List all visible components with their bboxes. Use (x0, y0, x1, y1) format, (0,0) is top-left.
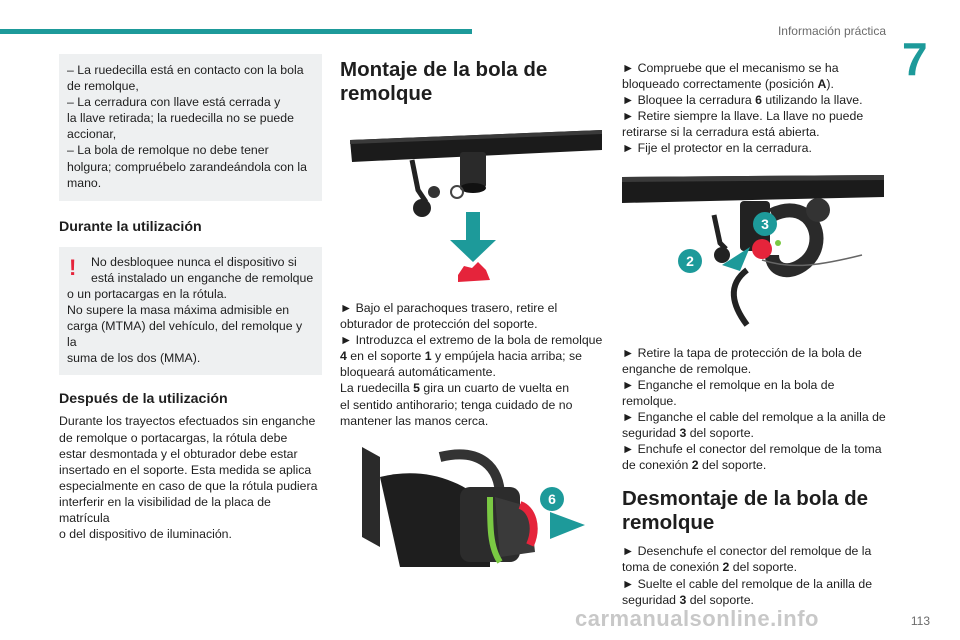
step-line: ► Enganche el remolque en la bola de (622, 377, 835, 392)
step-line: obturador de protección del soporte. (340, 317, 538, 332)
text-span: utilizando la llave. (762, 93, 863, 108)
step-line (622, 76, 887, 92)
title-line: Montaje de la bola de (340, 58, 548, 81)
step-line: bloqueará automáticamente. (340, 365, 496, 380)
step-line: el sentido antihorario; tenga cuidado de no (340, 397, 573, 412)
step-line: ► Retire siempre la llave. La llave no puede (622, 109, 864, 124)
step-line (622, 425, 887, 441)
warning-line: o un portacargas en la rótula. (67, 286, 227, 301)
watermark: carmanualsonline.info (575, 606, 819, 631)
step-line: mantener las manos cerca. (340, 413, 489, 428)
step-line: ► Compruebe que el mecanismo se ha (622, 61, 839, 75)
callout-2: 2 (686, 252, 694, 269)
box-line: accionar, (67, 127, 117, 142)
step-line: remolque. (622, 393, 677, 408)
removal-title (622, 487, 887, 535)
section-title: Información práctica (777, 24, 886, 38)
step-line: ► Fije el protector en la cerradura. (622, 141, 812, 156)
bracket-illustration (340, 120, 602, 290)
figure-hitch-connections (622, 175, 884, 337)
callout-number: 4 (340, 349, 347, 364)
step-line: ► Retire la tapa de protección de la bola de (622, 345, 862, 360)
step-line (622, 92, 887, 108)
box-line: – La cerradura con llave está cerrada y (67, 95, 281, 110)
callout-6: 6 (548, 490, 556, 507)
warning-line: suma de los dos (MMA). (67, 351, 201, 366)
callout-number: 3 (679, 592, 687, 607)
warning-box (59, 247, 322, 376)
text-span: ). (826, 77, 834, 92)
column-3 (622, 54, 887, 608)
step-line (622, 457, 887, 473)
callout-3: 3 (761, 215, 769, 232)
figure-lock-wheel (340, 437, 602, 572)
step-line: ► Suelte el cable del remolque de la anilla de (622, 576, 873, 591)
text-line: interferir en la visibilidad de la placa de matrícula (59, 494, 271, 525)
title-line: remolque (622, 511, 715, 535)
text-line: estar desmontada y el obturador debe estar (59, 446, 298, 461)
warning-icon: ! (69, 254, 77, 280)
callout-number: 1 (424, 349, 432, 364)
conditions-box (59, 54, 322, 201)
text-line: de remolque o portacargas, la rótula debe (59, 430, 288, 445)
text-span: del soporte. (729, 560, 798, 575)
text-span: ► Bloquee la cerradura (622, 93, 756, 108)
warning-line: carga (MTMA) del vehículo, del remolque y la (67, 319, 303, 350)
text-line: insertado en el soporte. Esta medida se aplica (59, 462, 312, 477)
text-line: especialmente en caso de que la rótula pudiera (59, 478, 318, 493)
step-line (340, 380, 604, 396)
hitch-steps (622, 345, 887, 474)
warning-line: No supere la masa máxima admisible en (67, 303, 290, 318)
text-span: bloqueado correctamente (posición (622, 77, 818, 92)
text-span: toma de conexión (622, 560, 723, 575)
step-line: ► Introduzca el extremo de la bola de remolque (340, 333, 603, 348)
text-line: Durante los trayectos efectuados sin enganche (59, 414, 316, 429)
callout-number: 2 (722, 560, 730, 575)
chapter-number: 7 (902, 33, 928, 85)
text-line: o del dispositivo de iluminación. (59, 527, 232, 542)
warning-line: No desbloquee nunca el dispositivo si (91, 254, 297, 269)
mounting-steps (340, 300, 604, 429)
column-2 (340, 54, 604, 572)
step-line: ► Enchufe el conector del remolque de la toma (622, 442, 882, 457)
after-use-text (59, 413, 322, 542)
text-span: en el soporte (346, 349, 425, 364)
text-span: seguridad (622, 592, 680, 607)
callout-number: 2 (691, 458, 699, 473)
during-use-heading: Durante la utilización (59, 218, 202, 235)
callout-number: 5 (413, 381, 420, 396)
callout-number: 6 (755, 93, 763, 108)
box-line: holgura; compruébelo zarandeándola con la (67, 159, 307, 174)
text-span: y empújela hacia arriba; se (431, 349, 582, 364)
text-span: del soporte. (686, 592, 754, 607)
mounting-title (340, 58, 604, 106)
warning-line: está instalado un enganche de remolque (91, 270, 314, 285)
column-1 (59, 54, 322, 542)
box-line: mano. (67, 175, 102, 190)
text-span: gira un cuarto de vuelta en (420, 381, 570, 396)
text-span: seguridad (622, 426, 680, 441)
title-line: Desmontaje de la bola de (622, 487, 869, 511)
removal-steps (622, 543, 887, 607)
after-use-heading: Después de la utilización (59, 391, 228, 408)
text-span: La ruedecilla (340, 381, 414, 396)
check-steps (622, 60, 887, 157)
text-span: del soporte. (686, 426, 754, 441)
text-span: de conexión (622, 458, 692, 473)
box-line: la llave retirada; la ruedecilla no se puede (67, 111, 294, 126)
step-line: ► Bajo el parachoques trasero, retire el (340, 301, 558, 315)
position-label: A (817, 77, 827, 92)
step-line: retirarse si la cerradura está abierta. (622, 125, 820, 140)
step-line: ► Enganche el cable del remolque a la anilla de (622, 409, 886, 424)
box-line: – La bola de remolque no debe tener (67, 143, 269, 158)
callout-number: 3 (679, 426, 687, 441)
step-line: enganche de remolque. (622, 361, 752, 376)
step-line (340, 348, 604, 364)
lock-wheel-illustration (340, 437, 602, 572)
page-number: 113 (910, 614, 930, 628)
step-line (622, 559, 887, 575)
hitch-illustration (622, 175, 884, 337)
box-line: de remolque, (67, 79, 139, 94)
top-accent-bar (0, 29, 472, 34)
box-line: – La ruedecilla está en contacto con la bola (67, 63, 304, 77)
step-line: ► Desenchufe el conector del remolque de la (622, 544, 872, 559)
figure-bracket-plug (340, 120, 602, 290)
title-line: remolque (340, 82, 433, 105)
text-span: del soporte. (698, 458, 767, 473)
